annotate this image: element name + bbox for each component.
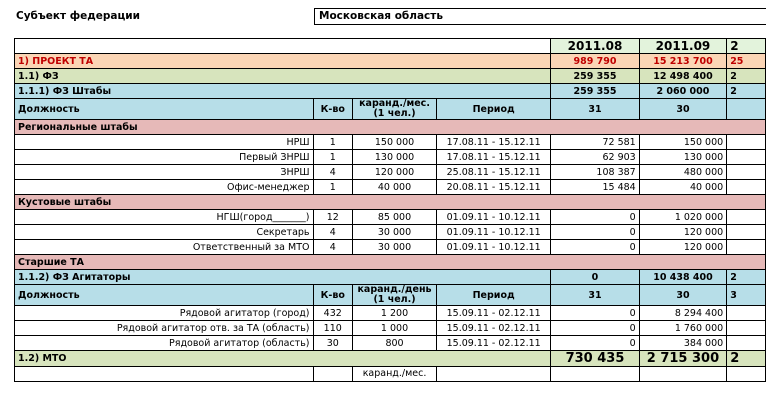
rate-cell[interactable]: 85 000 [352, 210, 436, 225]
month-header-row [15, 39, 766, 54]
count-cell[interactable]: 4 [313, 240, 352, 255]
value-cell[interactable]: 1 760 000 [639, 321, 726, 336]
fz-value[interactable]: 259 355 [551, 69, 640, 84]
value-cell[interactable]: 15 484 [551, 180, 640, 195]
value-cell[interactable] [727, 240, 766, 255]
project-label: 1) ПРОЕКТ ТА [15, 54, 551, 69]
subject-label: Субъект федерации [16, 10, 141, 22]
regional-row[interactable] [15, 165, 766, 180]
value-cell[interactable] [727, 225, 766, 240]
value-cell[interactable]: 0 [551, 306, 640, 321]
position-cell[interactable]: Рядовой агитатор (область) [15, 336, 314, 351]
period-cell[interactable]: 15.09.11 - 02.12.11 [437, 306, 551, 321]
rate-cell[interactable]: 1 200 [352, 306, 436, 321]
value-cell[interactable]: 130 000 [639, 150, 726, 165]
mto-row[interactable] [15, 351, 766, 367]
value-cell[interactable]: 120 000 [639, 240, 726, 255]
count-cell[interactable]: 4 [313, 225, 352, 240]
value-cell[interactable]: 480 000 [639, 165, 726, 180]
col-header-position: Должность [15, 99, 314, 120]
project-value[interactable]: 25 [727, 54, 766, 69]
count-cell[interactable]: 12 [313, 210, 352, 225]
period-cell[interactable]: 20.08.11 - 15.12.11 [437, 180, 551, 195]
project-value[interactable]: 15 213 700 [639, 54, 726, 69]
fz-agit-value[interactable]: 0 [551, 270, 640, 285]
col-header-period: Период [437, 285, 551, 306]
col-header-count: К-во [313, 99, 352, 120]
cluster-row[interactable] [15, 240, 766, 255]
value-cell[interactable]: 72 581 [551, 135, 640, 150]
section-senior-label: Старшие ТА [15, 255, 766, 270]
fz-row[interactable] [15, 69, 766, 84]
fz-agit-row[interactable] [15, 270, 766, 285]
period-cell[interactable]: 01.09.11 - 10.12.11 [437, 210, 551, 225]
value-cell[interactable] [727, 321, 766, 336]
rate-cell[interactable]: 800 [352, 336, 436, 351]
fz-agit-label: 1.1.2) ФЗ Агитаторы [15, 270, 551, 285]
section-regional-label: Региональные штабы [15, 120, 766, 135]
regional-row[interactable] [15, 135, 766, 150]
rate-cell[interactable]: 130 000 [352, 150, 436, 165]
value-cell[interactable] [727, 165, 766, 180]
period-cell[interactable]: 17.08.11 - 15.12.11 [437, 150, 551, 165]
value-cell[interactable]: 150 000 [639, 135, 726, 150]
value-cell[interactable]: 0 [551, 336, 640, 351]
budget-sheet [14, 38, 766, 382]
period-cell[interactable]: 01.09.11 - 10.12.11 [437, 240, 551, 255]
count-cell[interactable]: 1 [313, 135, 352, 150]
subject-value-cell[interactable]: Московская область [314, 8, 766, 25]
rate-cell[interactable]: 40 000 [352, 180, 436, 195]
regional-row[interactable] [15, 180, 766, 195]
section-row [15, 195, 766, 210]
agitator-row[interactable] [15, 336, 766, 351]
period-cell[interactable]: 15.09.11 - 02.12.11 [437, 321, 551, 336]
section-cluster-label: Кустовые штабы [15, 195, 766, 210]
col-header-period: Период [437, 99, 551, 120]
position-cell[interactable]: Секретарь [15, 225, 314, 240]
period-cell[interactable]: 17.08.11 - 15.12.11 [437, 135, 551, 150]
value-cell[interactable] [727, 150, 766, 165]
agitator-row[interactable] [15, 321, 766, 336]
col-header-days: 30 [639, 285, 726, 306]
col-header-days [727, 99, 766, 120]
fz-staff-row[interactable] [15, 84, 766, 99]
period-cell[interactable]: 25.08.11 - 15.12.11 [437, 165, 551, 180]
agitator-row[interactable] [15, 306, 766, 321]
fz-staff-value[interactable]: 259 355 [551, 84, 640, 99]
value-cell[interactable] [727, 135, 766, 150]
count-cell[interactable]: 1 [313, 150, 352, 165]
value-cell[interactable]: 40 000 [639, 180, 726, 195]
fz-staff-value[interactable]: 2 [727, 84, 766, 99]
column-header-row [15, 285, 766, 306]
fz-agit-value[interactable]: 10 438 400 [639, 270, 726, 285]
col-header-rate: каранд./мес. (1 чел.) [352, 99, 436, 120]
month-cell[interactable]: 2011.09 [639, 39, 726, 54]
mto-value[interactable]: 730 435 [551, 351, 640, 367]
fz-value[interactable]: 2 [727, 69, 766, 84]
value-cell[interactable]: 8 294 400 [639, 306, 726, 321]
fz-staff-value[interactable]: 2 060 000 [639, 84, 726, 99]
value-cell[interactable]: 62 903 [551, 150, 640, 165]
position-cell[interactable]: Рядовой агитатор (город) [15, 306, 314, 321]
position-cell[interactable]: НГШ(город_______) [15, 210, 314, 225]
value-cell[interactable]: 1 020 000 [639, 210, 726, 225]
value-cell[interactable]: 384 000 [639, 336, 726, 351]
fz-staff-label: 1.1.1) ФЗ Штабы [15, 84, 551, 99]
col-header-position: Должность [15, 285, 314, 306]
section-row [15, 255, 766, 270]
rate-cell[interactable]: 30 000 [352, 225, 436, 240]
col-header-days: 3 [727, 285, 766, 306]
count-cell[interactable]: 30 [313, 336, 352, 351]
rate-cell[interactable]: 30 000 [352, 240, 436, 255]
position-cell[interactable]: Рядовой агитатор отв. за ТА (область) [15, 321, 314, 336]
cluster-row[interactable] [15, 225, 766, 240]
col-header-rate: каранд./день (1 чел.) [352, 285, 436, 306]
section-row [15, 120, 766, 135]
mto-value[interactable]: 2 [727, 351, 766, 367]
mto-label: 1.2) МТО [15, 351, 551, 367]
value-cell[interactable] [727, 180, 766, 195]
project-row[interactable] [15, 54, 766, 69]
value-cell[interactable] [727, 336, 766, 351]
rate-cell[interactable]: 1 000 [352, 321, 436, 336]
col-header-count: К-во [313, 285, 352, 306]
fz-label: 1.1) ФЗ [15, 69, 551, 84]
count-cell[interactable]: 1 [313, 180, 352, 195]
value-cell[interactable]: 0 [551, 210, 640, 225]
col-header-days: 30 [639, 99, 726, 120]
month-cell[interactable]: 2 [727, 39, 766, 54]
regional-row[interactable] [15, 150, 766, 165]
col-header-rate: каранд./мес. [352, 367, 436, 382]
position-cell[interactable]: Первый ЗНРШ [15, 150, 314, 165]
position-cell[interactable]: Ответственный за МТО [15, 240, 314, 255]
col-header-days: 31 [551, 99, 640, 120]
value-cell[interactable]: 0 [551, 321, 640, 336]
cluster-row[interactable] [15, 210, 766, 225]
value-cell[interactable]: 108 387 [551, 165, 640, 180]
rate-cell[interactable]: 150 000 [352, 135, 436, 150]
partial-row [15, 367, 766, 382]
column-header-row [15, 99, 766, 120]
col-header-days: 31 [551, 285, 640, 306]
period-cell[interactable]: 15.09.11 - 02.12.11 [437, 336, 551, 351]
count-cell[interactable]: 110 [313, 321, 352, 336]
fz-agit-value[interactable]: 2 [727, 270, 766, 285]
position-cell[interactable]: НРШ [15, 135, 314, 150]
value-cell[interactable]: 0 [551, 240, 640, 255]
fz-value[interactable]: 12 498 400 [639, 69, 726, 84]
value-cell[interactable]: 0 [551, 225, 640, 240]
value-cell[interactable] [727, 306, 766, 321]
project-value[interactable]: 989 790 [551, 54, 640, 69]
value-cell[interactable]: 120 000 [639, 225, 726, 240]
period-cell[interactable]: 01.09.11 - 10.12.11 [437, 225, 551, 240]
value-cell[interactable] [727, 210, 766, 225]
position-cell[interactable]: ЗНРШ [15, 165, 314, 180]
rate-cell[interactable]: 120 000 [352, 165, 436, 180]
position-cell[interactable]: Офис-менеджер [15, 180, 314, 195]
count-cell[interactable]: 432 [313, 306, 352, 321]
count-cell[interactable]: 4 [313, 165, 352, 180]
month-cell[interactable]: 2011.08 [551, 39, 640, 54]
mto-value[interactable]: 2 715 300 [639, 351, 726, 367]
